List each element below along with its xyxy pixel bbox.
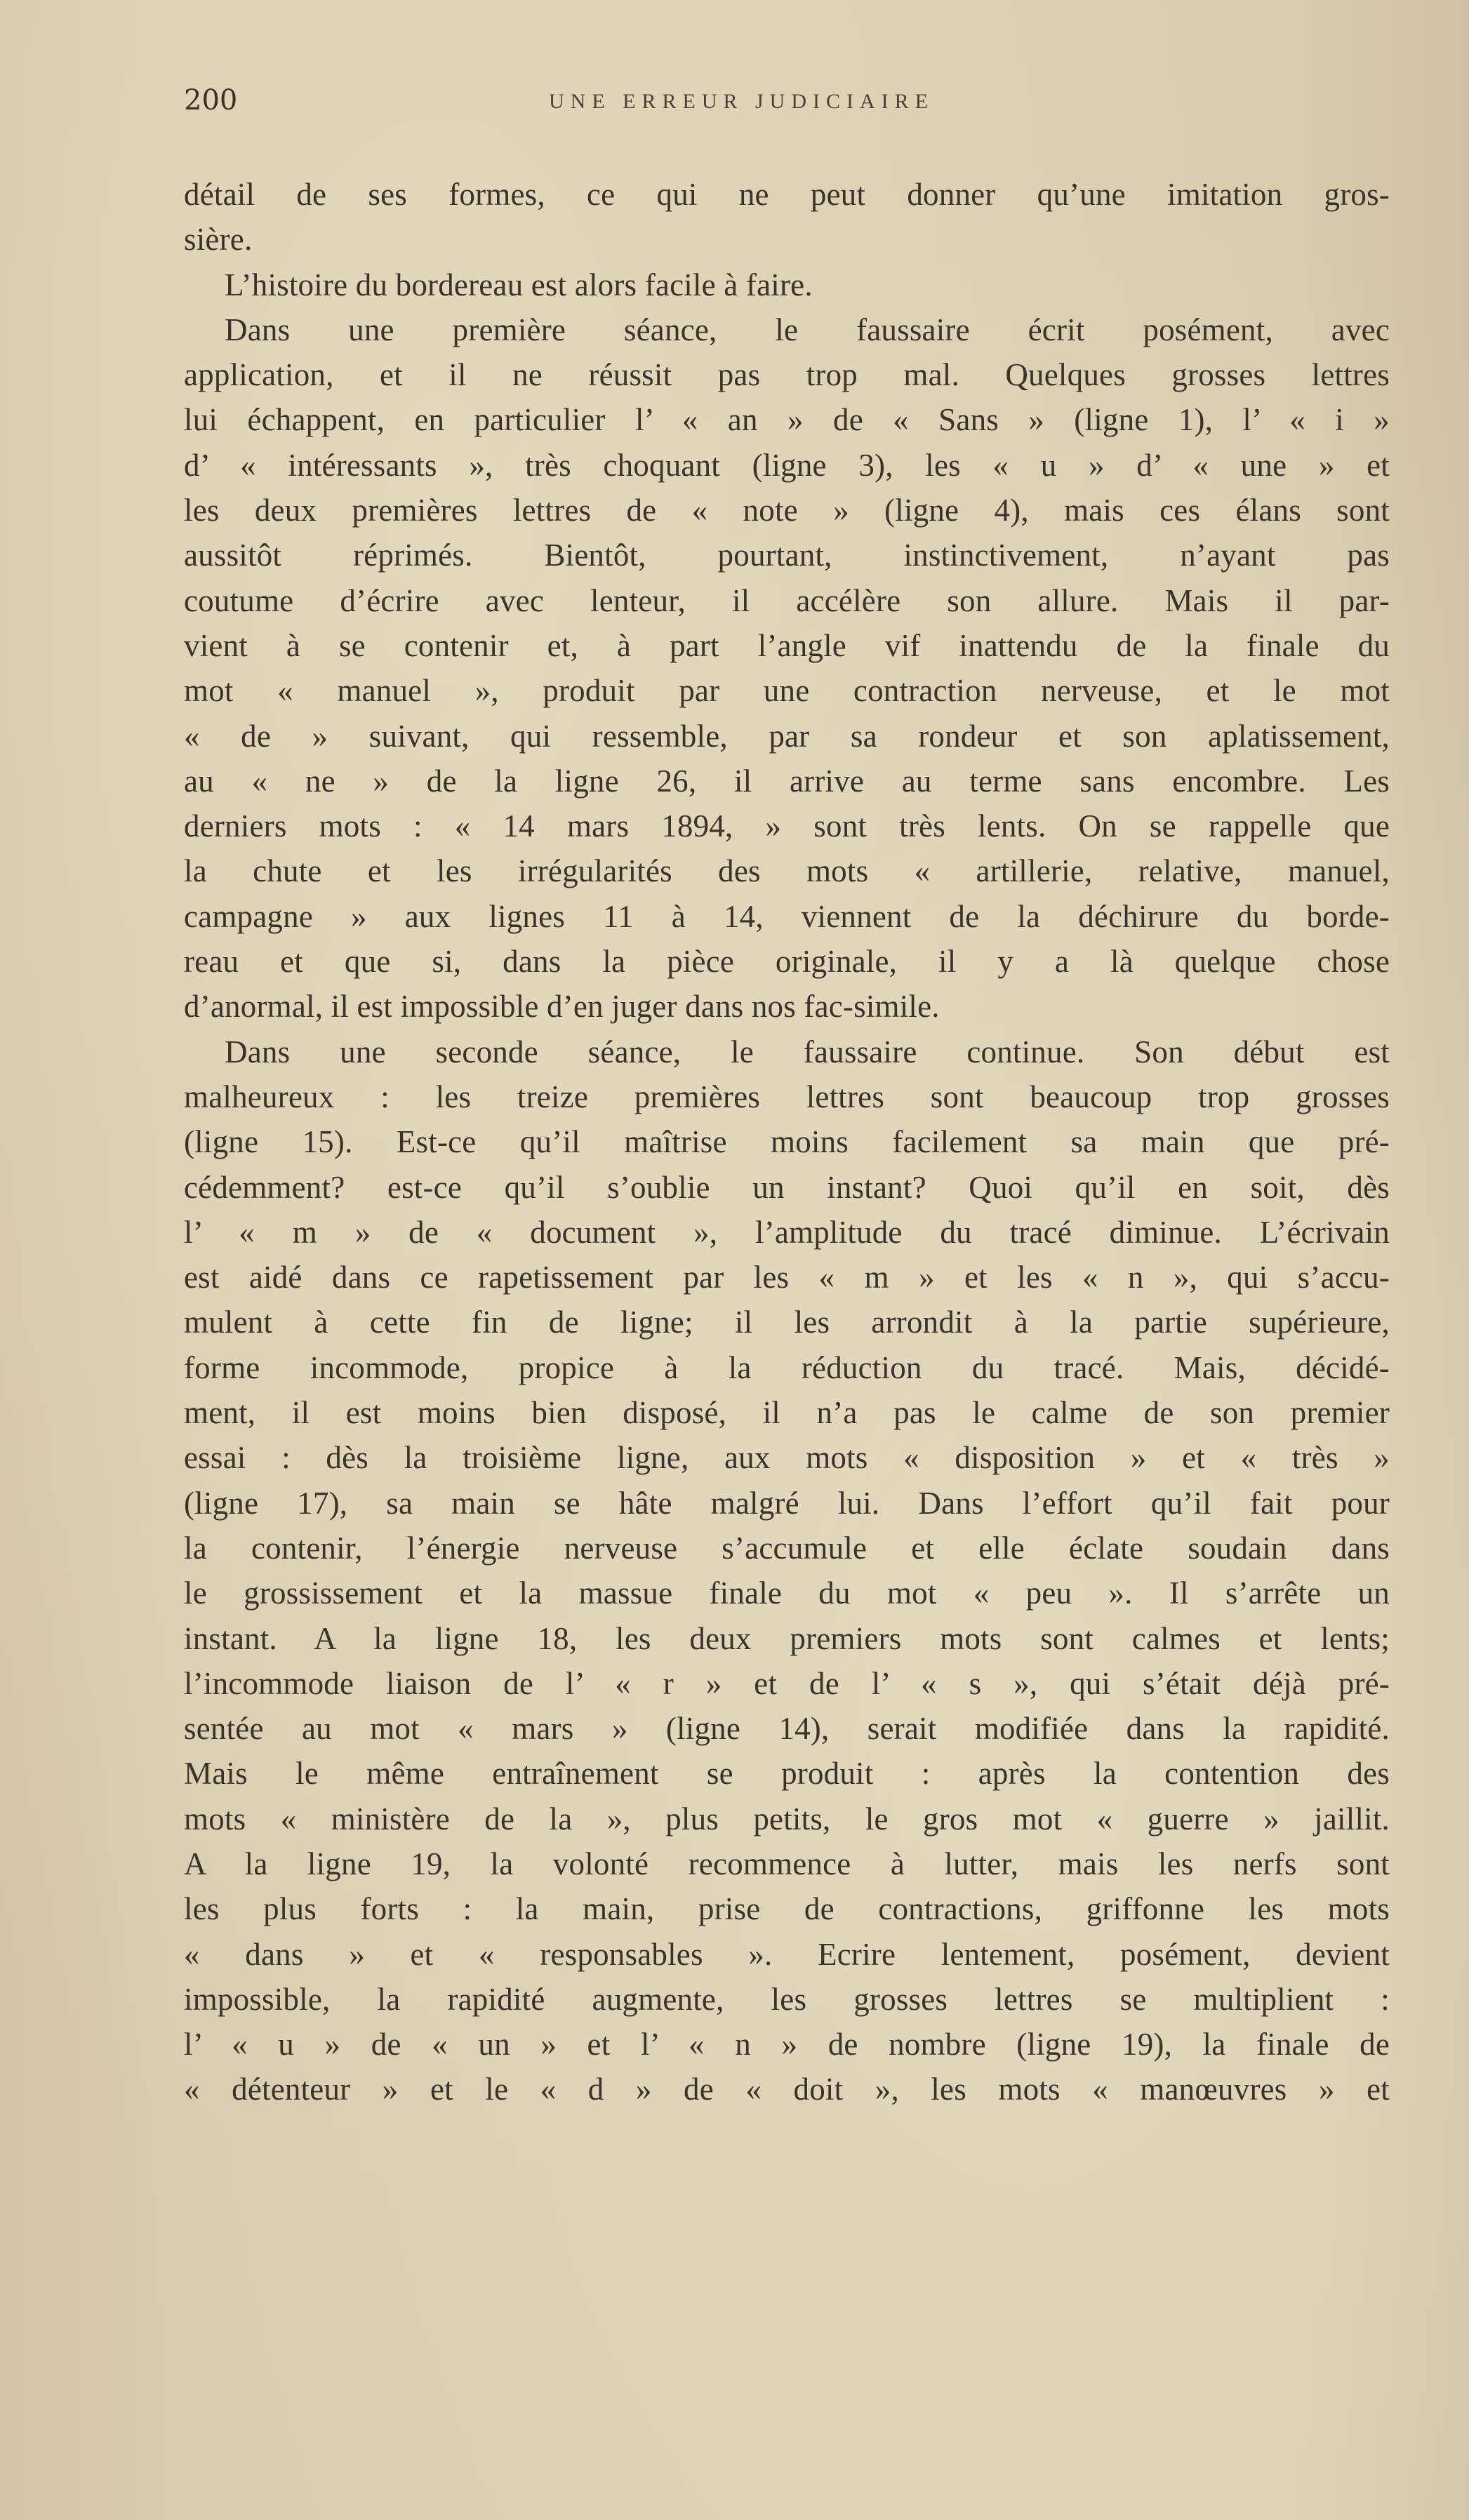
text-line: « dans » et « responsables ». Ecrire lentement, posément, devient <box>184 1936 1390 1972</box>
text-line: mot « manuel », produit par une contraction nerveuse, et le mot <box>184 673 1390 709</box>
text-line: la chute et les irrégularités des mots « artillerie, relative, manuel, <box>184 853 1390 889</box>
text-line: mulent à cette fin de ligne; il les arrondit à la partie supérieure, <box>184 1305 1390 1340</box>
text-line: « détenteur » et le « d » de « doit », les mots « manœuvres » et <box>184 2072 1390 2107</box>
text-line: impossible, la rapidité augmente, les grosses lettres se multiplient : <box>184 1981 1390 2017</box>
text-line: détail de ses formes, ce qui ne peut donner qu’une imitation gros- <box>184 177 1390 212</box>
text-line: A la ligne 19, la volonté recommence à lutter, mais les nerfs sont <box>184 1846 1390 1881</box>
text-line: l’ « m » de « document », l’amplitude du tracé diminue. L’écrivain <box>184 1214 1390 1250</box>
page-number: 200 <box>184 84 238 116</box>
text-line: vient à se contenir et, à part l’angle vif inattendu de la finale du <box>184 627 1390 663</box>
running-title: UNE ERREUR JUDICIAIRE <box>549 90 934 113</box>
text-line: malheureux : les treize premières lettres sont beaucoup trop grosses <box>184 1079 1390 1114</box>
text-line: application, et il ne réussit pas trop mal. Quelques grosses lettres <box>184 357 1390 393</box>
text-line: lui échappent, en particulier l’ « an » de « Sans » (ligne 1), l’ « i » <box>184 402 1390 438</box>
text-line: le grossissement et la massue finale du mot « peu ». Il s’arrête un <box>184 1575 1390 1611</box>
text-line: L’histoire du bordereau est alors facile à faire. <box>225 267 813 302</box>
text-line: sière. <box>184 222 253 258</box>
text-line: les plus forts : la main, prise de contractions, griffonne les mots <box>184 1891 1390 1927</box>
text-line: l’ « u » de « un » et l’ « n » de nombre (ligne 19), la finale de <box>184 2027 1390 2062</box>
text-line: mots « ministère de la », plus petits, le gros mot « guerre » jaillit. <box>184 1801 1390 1836</box>
text-line: (ligne 17), sa main se hâte malgré lui. Dans l’effort qu’il fait pour <box>184 1485 1390 1521</box>
text-line: « de » suivant, qui ressemble, par sa rondeur et son aplatissement, <box>184 718 1390 754</box>
text-line: Dans une seconde séance, le faussaire continue. Son début est <box>225 1034 1390 1069</box>
text-line: d’anormal, il est impossible d’en juger dans nos fac-simile. <box>184 989 940 1025</box>
text-line: ment, il est moins bien disposé, il n’a pas le calme de son premier <box>184 1395 1390 1431</box>
text-line: campagne » aux lignes 11 à 14, viennent de la déchirure du borde- <box>184 898 1390 934</box>
text-line: forme incommode, propice à la réduction du tracé. Mais, décidé- <box>184 1349 1390 1385</box>
text-line: la contenir, l’énergie nerveuse s’accumule et elle éclate soudain dans <box>184 1530 1390 1566</box>
text-line: sentée au mot « mars » (ligne 14), serait modifiée dans la rapidité. <box>184 1711 1390 1747</box>
body-text <box>184 172 1390 2112</box>
text-line: derniers mots : « 14 mars 1894, » sont très lents. On se rappelle que <box>184 808 1390 844</box>
text-line: d’ « intéressants », très choquant (ligne 3), les « u » d’ « une » et <box>184 447 1390 483</box>
text-line: au « ne » de la ligne 26, il arrive au terme sans encombre. Les <box>184 763 1390 799</box>
text-line: cédemment? est-ce qu’il s’oublie un instant? Quoi qu’il en soit, dès <box>184 1169 1390 1205</box>
text-line: coutume d’écrire avec lenteur, il accélère son allure. Mais il par- <box>184 582 1390 618</box>
text-line: (ligne 15). Est-ce qu’il maîtrise moins facilement sa main que pré- <box>184 1124 1390 1160</box>
text-line: essai : dès la troisième ligne, aux mots « disposition » et « très » <box>184 1440 1390 1476</box>
text-line: est aidé dans ce rapetissement par les « m » et les « n », qui s’accu- <box>184 1260 1390 1295</box>
text-line: Mais le même entraînement se produit : après la contention des <box>184 1756 1390 1792</box>
text-line: les deux premières lettres de « note » (ligne 4), mais ces élans sont <box>184 493 1390 528</box>
text-line: Dans une première séance, le faussaire écrit posément, avec <box>225 312 1390 347</box>
text-line: reau et que si, dans la pièce originale, il y a là quelque chose <box>184 944 1390 980</box>
running-head <box>184 84 1419 126</box>
text-line: aussitôt réprimés. Bientôt, pourtant, instinctivement, n’ayant pas <box>184 538 1390 573</box>
text-line: instant. A la ligne 18, les deux premiers mots sont calmes et lents; <box>184 1620 1390 1656</box>
text-line: l’incommode liaison de l’ « r » et de l’ « s », qui s’était déjà pré- <box>184 1665 1390 1701</box>
